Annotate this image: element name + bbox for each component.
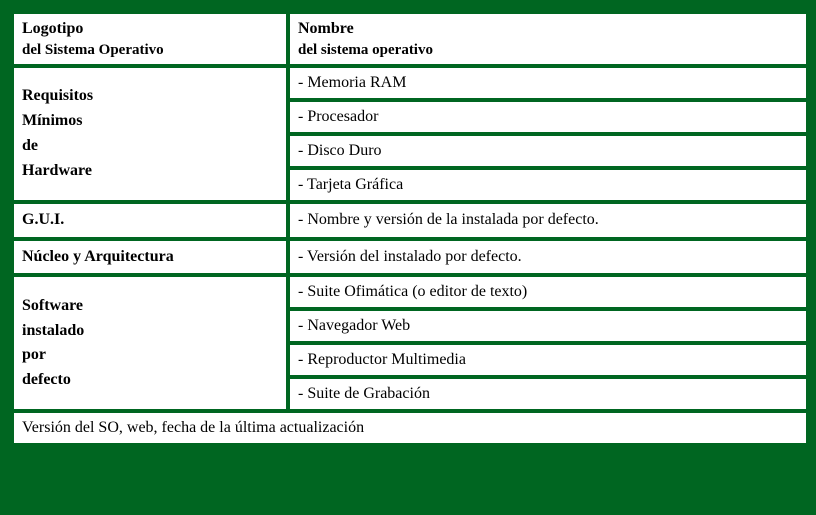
row-value-memoria-ram: - Memoria RAM — [290, 68, 806, 98]
table-row — [14, 277, 806, 307]
row-label-line: instalado — [22, 321, 85, 339]
row-label-line: Mínimos — [22, 112, 83, 130]
table-row — [14, 204, 806, 237]
row-label-line: por — [22, 346, 46, 364]
table-row — [14, 241, 806, 274]
os-comparison-table-wrapper — [10, 10, 806, 505]
row-label-line: Requisitos — [22, 87, 94, 105]
header-logo-cell — [14, 14, 286, 64]
row-label-gui: G.U.I. — [14, 204, 286, 237]
row-value-suite-grabacion: - Suite de Grabación — [290, 379, 806, 409]
row-label-software — [14, 277, 286, 409]
row-value-disco-duro: - Disco Duro — [290, 136, 806, 166]
row-value-navegador-web: - Navegador Web — [290, 311, 806, 341]
row-value-procesador: - Procesador — [290, 102, 806, 132]
row-value-reproductor-multimedia: - Reproductor Multimedia — [290, 345, 806, 375]
row-label-line: Hardware — [22, 161, 92, 179]
row-value-gui: - Nombre y versión de la instalada por defecto. — [290, 204, 806, 237]
table-header-row — [14, 14, 806, 64]
row-value-suite-ofimatica: - Suite Ofimática (o editor de texto) — [290, 277, 806, 307]
row-label-nucleo-arquitectura: Núcleo y Arquitectura — [14, 241, 286, 274]
header-name-cell — [290, 14, 806, 64]
row-value-tarjeta-grafica: - Tarjeta Gráfica — [290, 170, 806, 200]
row-label-line: de — [22, 136, 38, 154]
row-label-line: defecto — [22, 371, 71, 389]
table-row — [14, 68, 806, 98]
table-footer-row — [14, 413, 806, 443]
header-name-line1: Nombre — [298, 20, 354, 37]
footer-note: Versión del SO, web, fecha de la última actualización — [14, 413, 806, 443]
header-logo-line1: Logotipo — [22, 20, 84, 37]
header-logo-line2: del Sistema Operativo — [22, 41, 164, 58]
os-comparison-table — [10, 10, 810, 447]
row-label-hardware — [14, 68, 286, 200]
header-name-line2: del sistema operativo — [298, 41, 433, 58]
row-label-line: Software — [22, 296, 84, 314]
row-value-nucleo-arquitectura: - Versión del instalado por defecto. — [290, 241, 806, 274]
